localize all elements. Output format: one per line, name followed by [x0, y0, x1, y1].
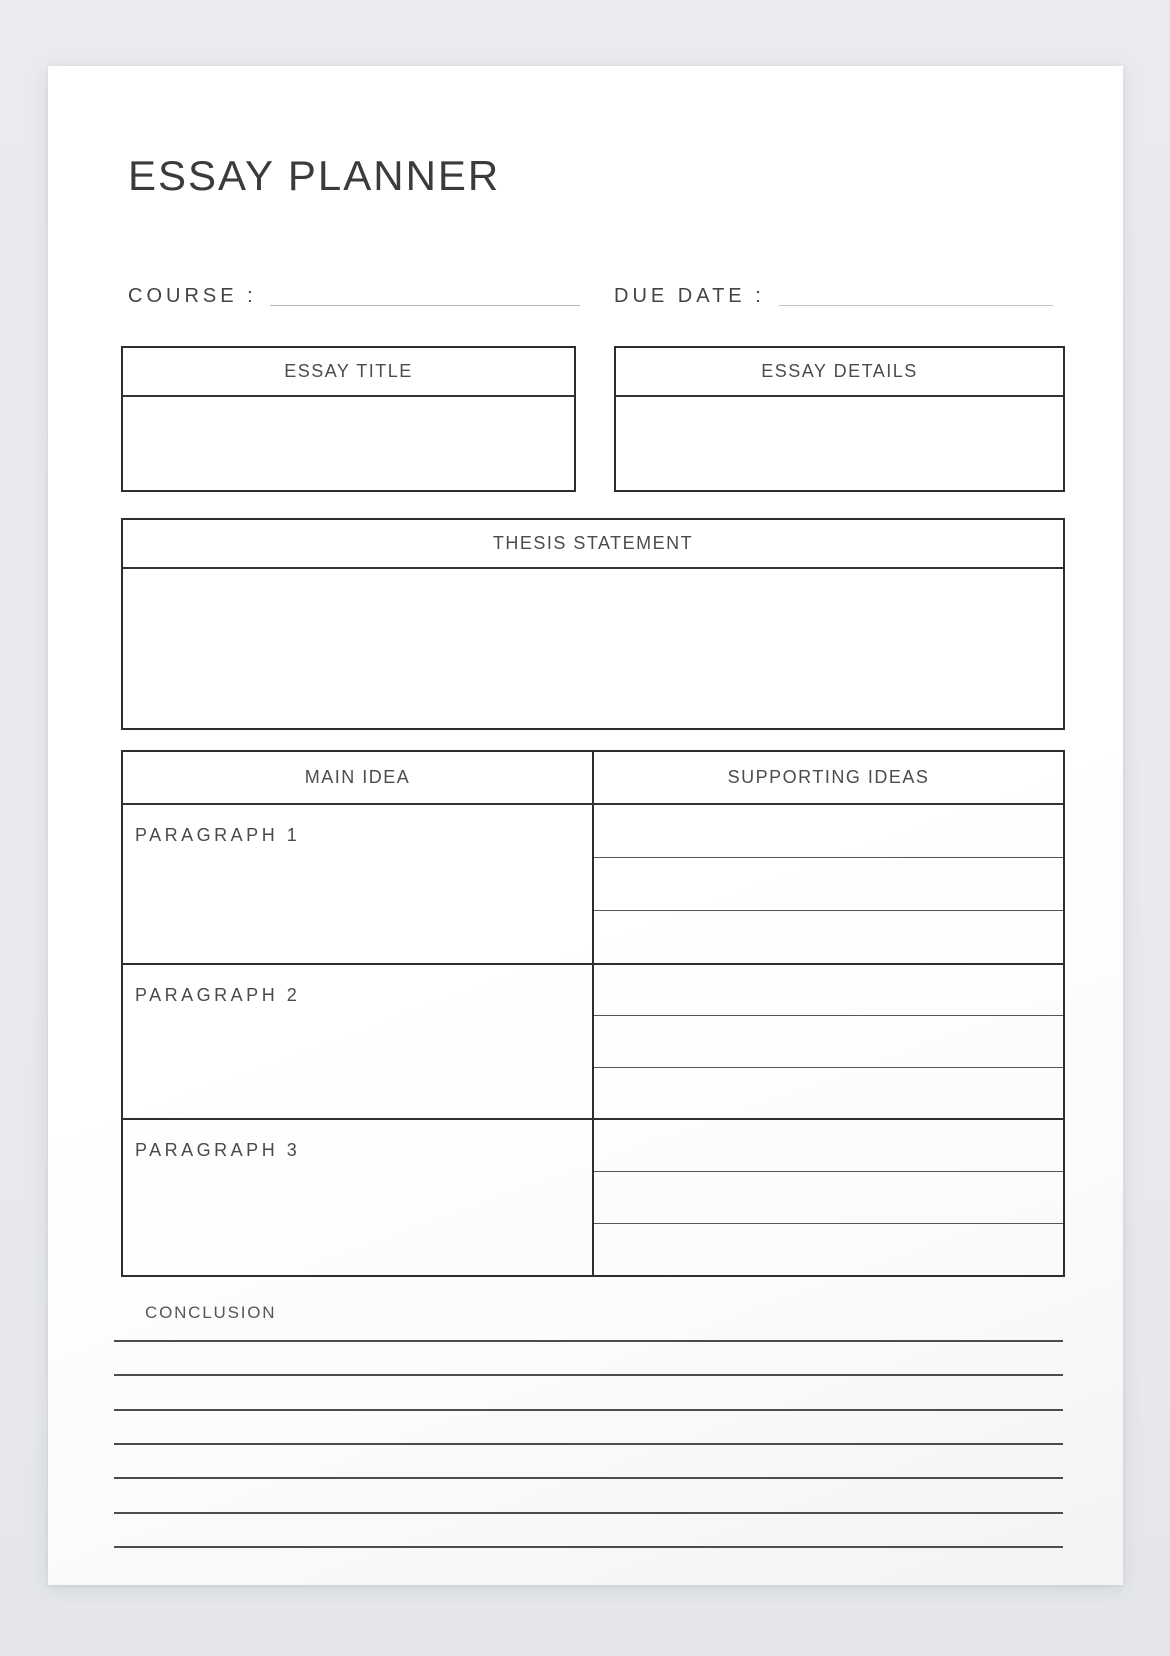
page-title: ESSAY PLANNER — [128, 152, 501, 199]
conclusion-label: CONCLUSION — [145, 1303, 277, 1322]
essay-details-box — [614, 346, 1065, 492]
supporting-idea-line[interactable] — [594, 1172, 1063, 1224]
essay-title-body[interactable] — [123, 397, 574, 490]
due-date-input-line[interactable] — [779, 305, 1053, 306]
conclusion-line[interactable] — [114, 1340, 1063, 1342]
thesis-statement-header: THESIS STATEMENT — [123, 520, 1063, 569]
supporting-idea-line[interactable] — [594, 1224, 1063, 1275]
table-row — [123, 805, 1063, 965]
supporting-idea-line[interactable] — [594, 858, 1063, 911]
paragraph-2-main-idea-cell[interactable]: PARAGRAPH 2 — [123, 965, 594, 1118]
course-input-line[interactable] — [270, 305, 580, 306]
paragraph-3-main-idea-cell[interactable]: PARAGRAPH 3 — [123, 1120, 594, 1275]
conclusion-line[interactable] — [114, 1374, 1063, 1376]
conclusion-line[interactable] — [114, 1546, 1063, 1548]
supporting-idea-line[interactable] — [594, 805, 1063, 858]
conclusion-line[interactable] — [114, 1409, 1063, 1411]
supporting-idea-line[interactable] — [594, 1016, 1063, 1067]
conclusion-line[interactable] — [114, 1512, 1063, 1514]
main-idea-column-header: MAIN IDEA — [123, 752, 594, 803]
idea-table-header-row — [123, 752, 1063, 805]
thesis-statement-body[interactable] — [123, 569, 1063, 728]
paragraph-1-supporting-cell — [594, 805, 1063, 963]
idea-table — [121, 750, 1065, 1277]
table-row — [123, 965, 1063, 1120]
paragraph-1-main-idea-cell[interactable]: PARAGRAPH 1 — [123, 805, 594, 963]
conclusion-line[interactable] — [114, 1477, 1063, 1479]
table-row — [123, 1120, 1063, 1275]
thesis-statement-box — [121, 518, 1065, 730]
planner-page — [48, 66, 1123, 1585]
supporting-idea-line[interactable] — [594, 1068, 1063, 1118]
supporting-idea-line[interactable] — [594, 911, 1063, 963]
paragraph-3-supporting-cell — [594, 1120, 1063, 1275]
supporting-idea-line[interactable] — [594, 1120, 1063, 1172]
due-date-label: DUE DATE : — [614, 285, 765, 307]
course-label: COURSE : — [128, 285, 257, 307]
essay-details-body[interactable] — [616, 397, 1063, 490]
conclusion-line[interactable] — [114, 1443, 1063, 1445]
supporting-ideas-column-header: SUPPORTING IDEAS — [727, 767, 930, 787]
supporting-idea-line[interactable] — [594, 965, 1063, 1016]
essay-title-box — [121, 346, 576, 492]
paragraph-2-supporting-cell — [594, 965, 1063, 1118]
essay-details-header: ESSAY DETAILS — [616, 348, 1063, 397]
essay-title-header: ESSAY TITLE — [123, 348, 574, 397]
